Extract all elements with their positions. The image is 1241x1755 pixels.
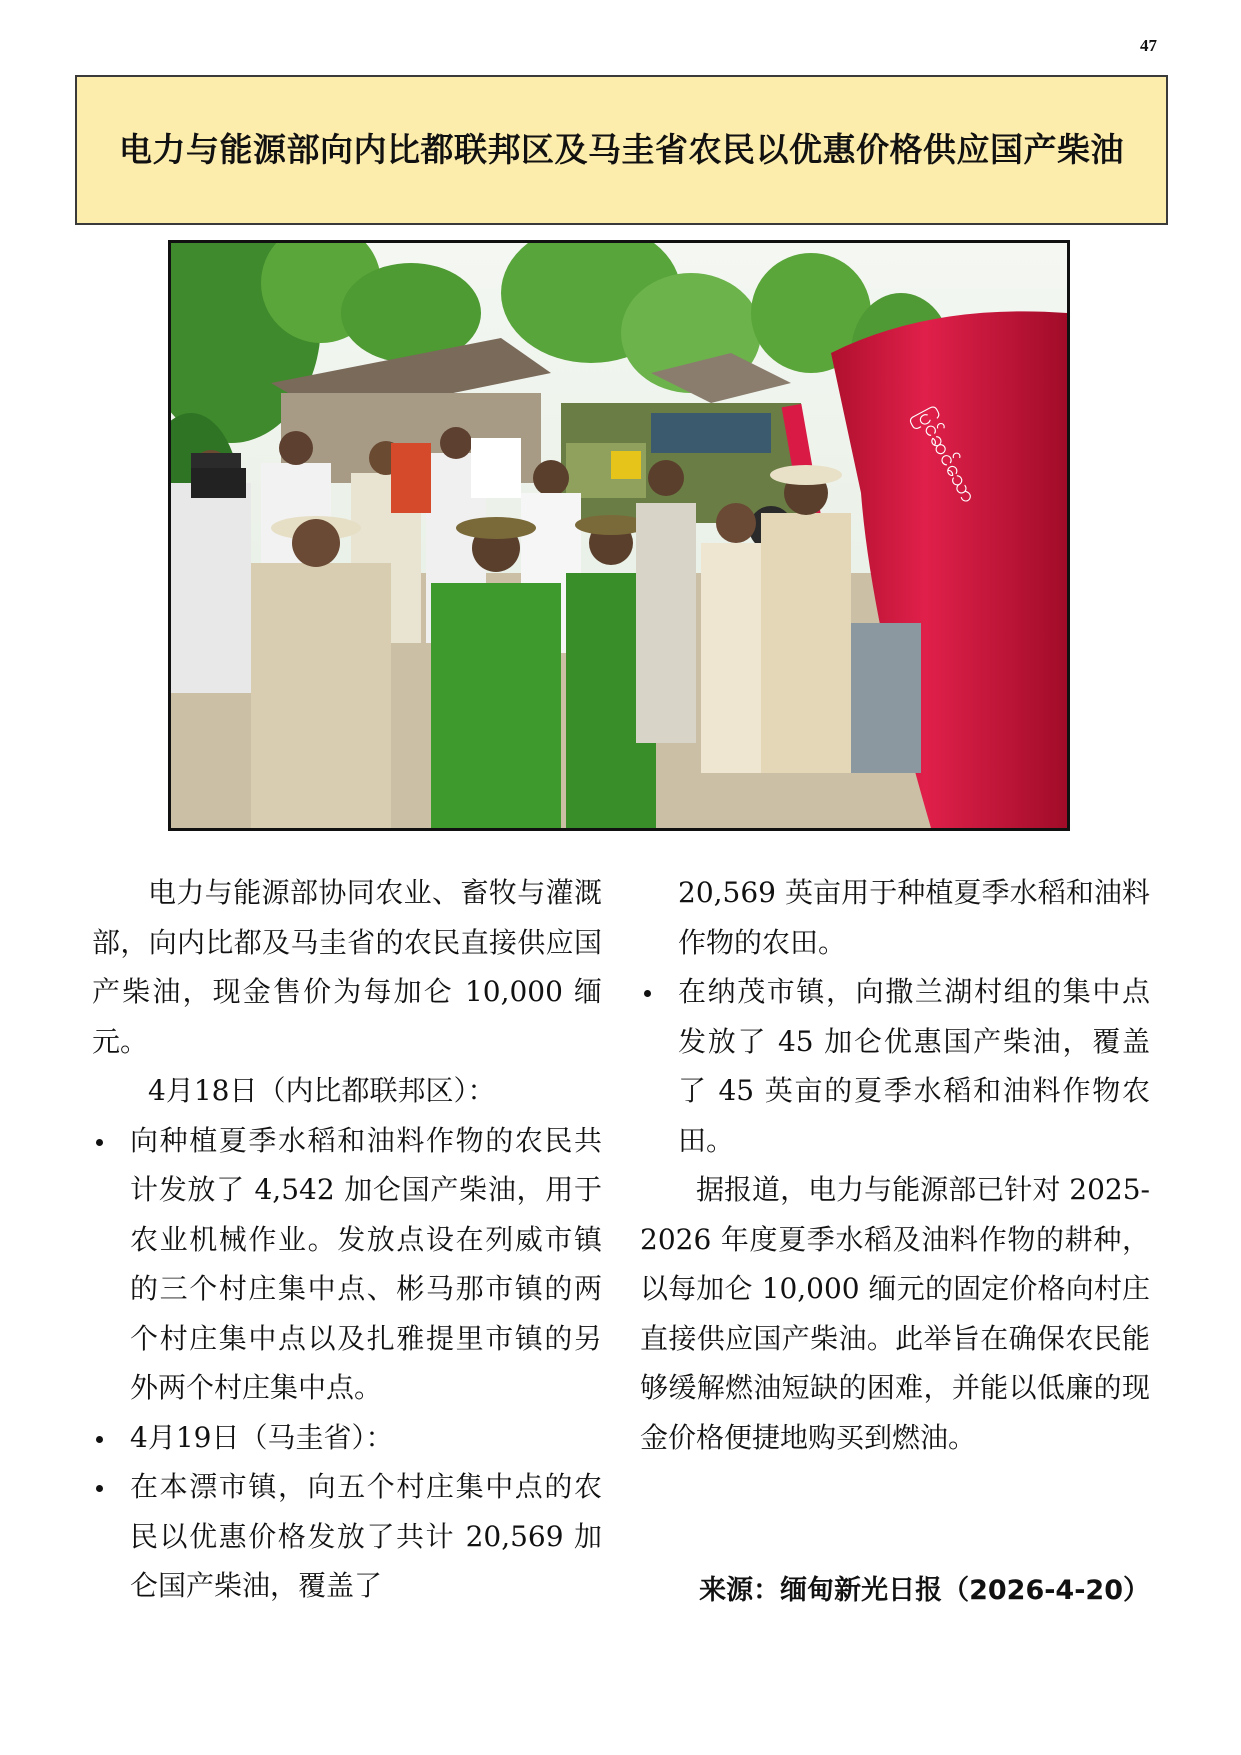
photo-illustration <box>171 243 1067 828</box>
news-photo <box>168 240 1070 831</box>
closing-paragraph: 据报道，电力与能源部已针对 2025-2026 年度夏季水稻及油料作物的耕种，以每加仑 10,000 缅元的固定价格向村庄直接供应国产柴油。此举旨在确保农民能够缓解燃油短缺的困难，并能以低廉的现金价格便捷地购买到燃油。 <box>640 1173 1150 1454</box>
title-banner <box>75 75 1168 225</box>
bullet-natmauk: 在纳茂市镇，向撒兰湖村组的集中点发放了 45 加仑优惠国产柴油，覆盖了 45 英亩的夏季水稻和油料作物农田。 <box>640 967 1150 1165</box>
article-column-left <box>92 868 602 1611</box>
article-column-right <box>640 868 1150 1462</box>
bullet-naypyitaw: 向种植夏季水稻和油料作物的农民共计发放了 4,542 加仑国产柴油，用于农业机械作业。发放点设在列威市镇的三个村庄集中点、彬马那市镇的两个村庄集中点以及扎雅提里市镇的另外两个村庄集中点。 <box>92 1116 602 1413</box>
source-credit: 来源：缅甸新光日报（2026-4-20） <box>699 1575 1150 1606</box>
tanker-lettering: ပြင်ဆင်သော <box>910 404 982 508</box>
intro-paragraph: 电力与能源部协同农业、畜牧与灌溉部，向内比都及马圭省的农民直接供应国产柴油，现金售价为每加仑 10,000 缅元。 <box>92 876 602 1058</box>
article-title: 电力与能源部向内比都联邦区及马圭省农民以优惠价格供应国产柴油 <box>119 130 1124 169</box>
page-number: 47 <box>1140 36 1157 55</box>
date-heading-magway: 4月19日（马圭省）： <box>92 1413 602 1463</box>
date-heading-naypyitaw: 4月18日（内比都联邦区）： <box>148 1074 496 1107</box>
bullet-pwintbyu: 在本漂市镇，向五个村庄集中点的农民以优惠价格发放了共计 20,569 加仑国产柴油，覆盖了 <box>92 1462 602 1611</box>
bullet-pwintbyu-continued: 20,569 英亩用于种植夏季水稻和油料作物的农田。 <box>678 876 1150 959</box>
